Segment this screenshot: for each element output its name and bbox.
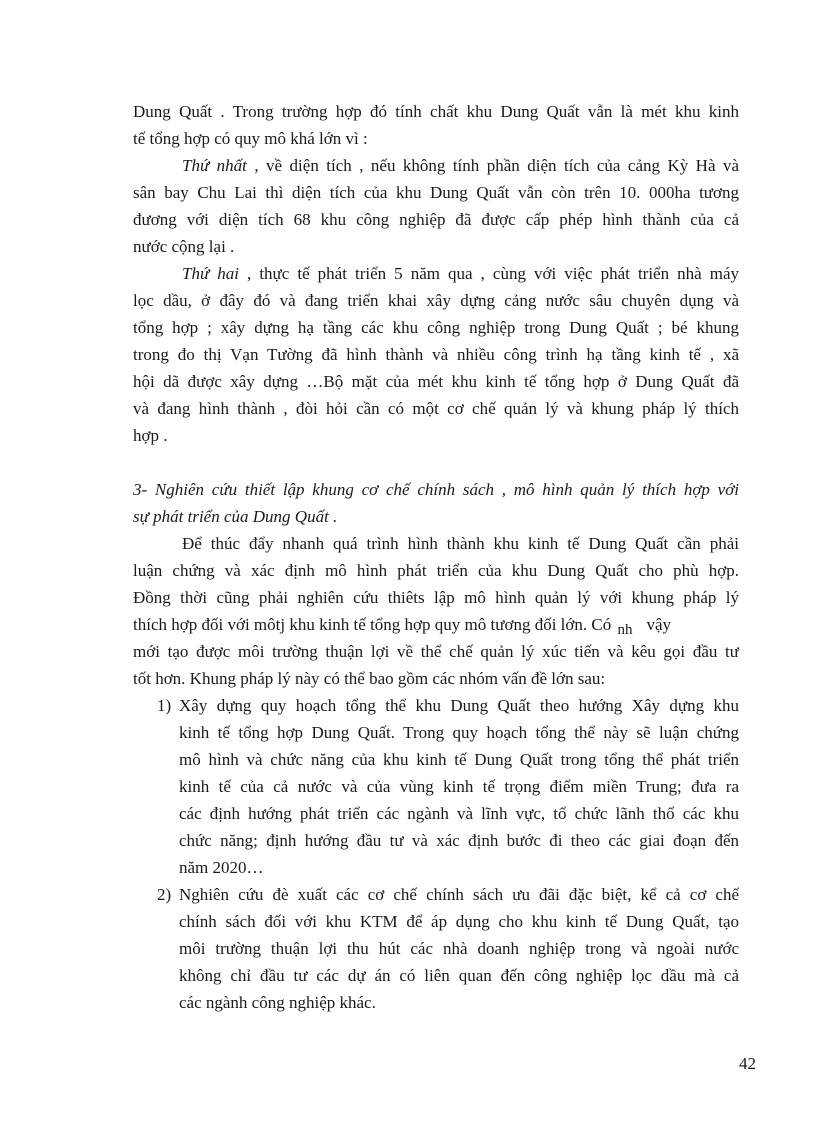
paragraph-3-line-3: tổng hợp ; xây dựng hạ tầng các khu công nghiệp trong Dung Quất ; bé khung: [133, 318, 739, 337]
paragraph-2-line-1-text: , về diện tích , nếu không tính phần diện tích của cảng Kỳ Hà và: [246, 156, 739, 175]
paragraph-4-line-4: [133, 612, 739, 639]
list-item-1-line-2: kinh tế tổng hợp Dung Quất. Trong quy hoạch tổng thể này sẽ luận chứng: [179, 723, 739, 742]
list-item-1-line-5: các định hướng phát triển các ngành và lĩnh vực, tổ chức lãnh thổ các khu: [179, 804, 739, 823]
paragraph-4-line-1: Để thúc đẩy nhanh quá trình hình thành khu kinh tế Dung Quất cần phải: [182, 534, 739, 553]
paragraph-3-line-4: trong đo thị Vạn Tường đã hình thành và nhiều công trình hạ tầng kinh tế , xã: [133, 345, 739, 364]
paragraph-3-line-6: và đang hình thành , đòi hỏi cần có một cơ chế quản lý và khung pháp lý thích: [133, 399, 739, 418]
paragraph-4-line-2: luận chứng và xác định mô hình phát triển của khu Dung Quất cho phù hợp.: [133, 561, 739, 580]
paragraph-2-line-3: đương với diện tích 68 khu công nghiệp đã được cấp phép hình thành của cả: [133, 210, 739, 229]
list-item-1-line-7: năm 2020…: [179, 858, 264, 877]
list-item-1-line-3: mô hình và chức năng của khu kinh tế Dung Quất trong tổng thể phát triển: [179, 750, 739, 769]
subscript-fragment: nh: [617, 622, 633, 638]
list-item-2-line-1-text: Nghiên cứu đè xuất các cơ chế chính sách ưu đãi đặc biệt, kể cả cơ chế: [179, 885, 739, 904]
section-heading-line-1: 3- Nghiên cứu thiết lập khung cơ chế chính sách , mô hình quản lý thích hợp với: [133, 480, 739, 499]
paragraph-4-line-3: Đồng thời cũng phải nghiên cứu thiêts lập mô hình quản lý với khung pháp lý: [133, 588, 739, 607]
list-item-1-marker: 1): [157, 696, 172, 715]
list-item-1-line-1: [157, 693, 739, 719]
paragraph-4-line-4-end: vậy: [646, 615, 672, 634]
paragraph-1-line-2: tế tổng hợp có quy mô khá lớn vì :: [133, 129, 368, 148]
list-item-2-line-1: [157, 882, 739, 908]
paragraph-3-line-5: hội dã được xây dựng …Bộ mặt của mét khu kinh tế tổng hợp ở Dung Quất đã: [133, 372, 739, 391]
list-item-1-line-6: chức năng; định hướng đầu tư và xác định bước đi theo các giai đoạn đến: [179, 831, 739, 850]
paragraph-2-line-4: nước cộng lại .: [133, 237, 235, 256]
paragraph-4-line-5: mới tạo được môi trường thuận lợi về thể chế quản lý xúc tiến và kêu gọi đầu tư: [133, 642, 739, 661]
paragraph-3-lead: Thứ hai: [182, 264, 239, 283]
paragraph-2-line-2: sân bay Chu Lai thì diện tích của khu Dung Quất vẫn còn trên 10. 000ha tương: [133, 183, 739, 202]
paragraph-4-line-6: tốt hơn. Khung pháp lý này có thể bao gồm các nhóm vấn đề lớn sau:: [133, 669, 606, 688]
page-number: 42: [739, 1054, 756, 1073]
paragraph-3-line-1: [182, 261, 739, 287]
list-item-1-line-1-text: Xây dựng quy hoạch tổng thể khu Dung Quất theo hướng Xây dựng khu: [179, 696, 739, 715]
list-item-2-line-3: môi trường thuận lợi thu hút các nhà doanh nghiệp trong và ngoài nước: [179, 939, 739, 958]
paragraph-2-line-1: [182, 153, 739, 179]
paragraph-4-line-4-text: thích hợp đối với môtj khu kinh tế tổng hợp quy mô tương đối lớn. Có: [133, 615, 612, 634]
list-item-2-line-4: không chỉ đầu tư các dự án có liên quan đến công nghiệp lọc dầu mà cả: [179, 966, 739, 985]
list-item-1-line-4: kinh tế của cả nước và của vùng kinh tế trọng điểm miền Trung; đưa ra: [179, 777, 739, 796]
paragraph-3-line-2: lọc dầu, ở đây đó và đang triển khai xây dựng cảng nước sâu chuyên dụng và: [133, 291, 739, 310]
list-item-2-line-2: chính sách đối với khu KTM để áp dụng cho khu kinh tế Dung Quất, tạo: [179, 912, 739, 931]
paragraph-2-lead: Thứ nhất: [182, 156, 247, 175]
paragraph-3-line-7: hợp .: [133, 426, 168, 445]
paragraph-3-line-1-text: , thực tế phát triển 5 năm qua , cùng với việc phát triển nhà máy: [239, 264, 739, 283]
section-heading-line-2: sự phát triển của Dung Quất .: [133, 507, 338, 526]
paragraph-1-line-1: Dung Quất . Trong trường hợp đó tính chất khu Dung Quất vẫn là mét khu kinh: [133, 102, 739, 121]
list-item-2-line-5: các ngành công nghiệp khác.: [179, 993, 376, 1012]
list-item-2-marker: 2): [157, 885, 172, 904]
